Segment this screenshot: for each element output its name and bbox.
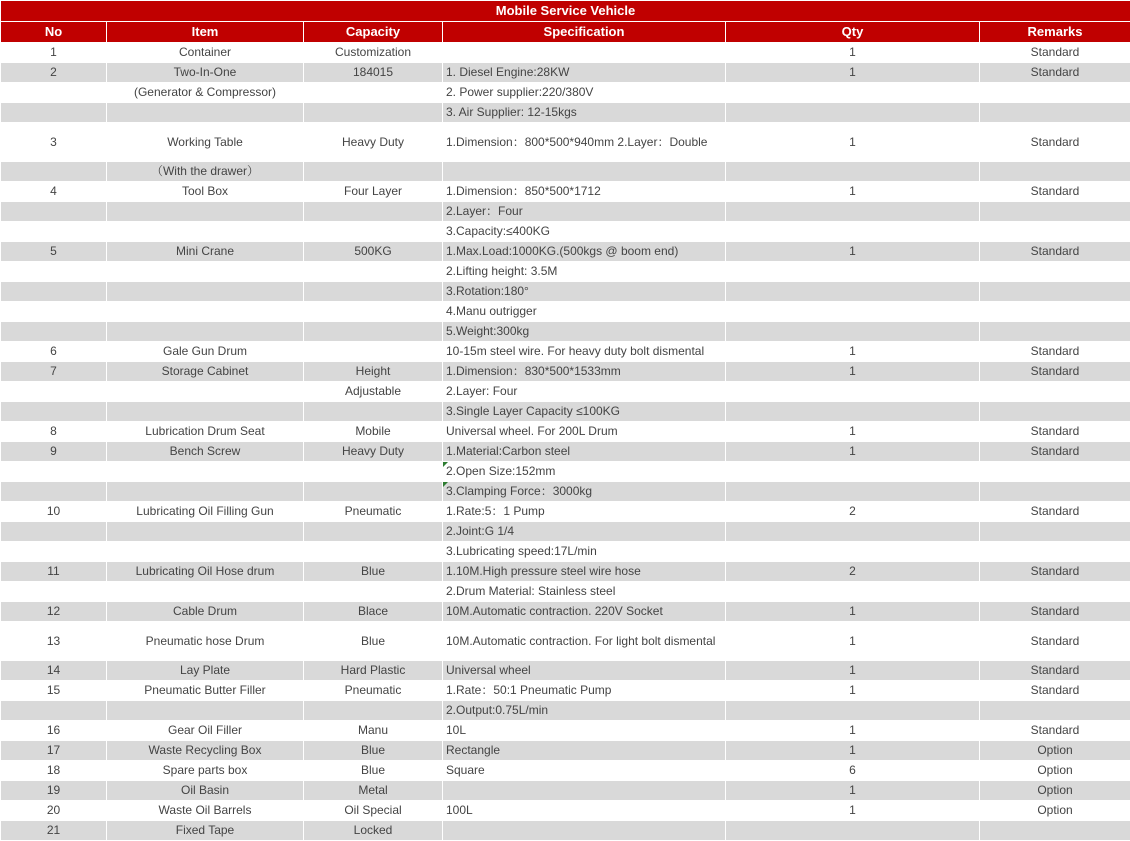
cell-remarks[interactable] <box>980 282 1130 302</box>
cell-remarks[interactable] <box>980 162 1130 182</box>
cell-remarks[interactable]: Standard <box>980 442 1130 462</box>
cell-remarks[interactable]: Option <box>980 761 1130 781</box>
cell-item[interactable]: Oil Basin <box>107 781 304 801</box>
cell-specification[interactable]: 1.Max.Load:1000KG.(500kgs @ boom end) <box>443 242 726 262</box>
cell-item[interactable] <box>107 222 304 242</box>
cell-capacity[interactable]: Blace <box>304 602 443 622</box>
cell-remarks[interactable] <box>980 103 1130 123</box>
cell-remarks[interactable] <box>980 262 1130 282</box>
cell-item[interactable]: Waste Recycling Box <box>107 741 304 761</box>
cell-capacity[interactable]: Hard Plastic <box>304 661 443 681</box>
header-no[interactable]: No <box>1 22 107 43</box>
cell-item[interactable] <box>107 522 304 542</box>
cell-specification[interactable]: Rectangle <box>443 741 726 761</box>
cell-capacity[interactable]: Blue <box>304 761 443 781</box>
cell-item[interactable]: Lay Plate <box>107 661 304 681</box>
cell-item[interactable]: Lubricating Oil Filling Gun <box>107 502 304 522</box>
cell-capacity[interactable] <box>304 103 443 123</box>
cell-item[interactable]: Tool Box <box>107 182 304 202</box>
cell-specification[interactable]: 1.Rate:5：1 Pump <box>443 502 726 522</box>
table-row <box>1 801 1130 821</box>
table-row <box>1 761 1130 781</box>
cell-no[interactable] <box>1 522 107 542</box>
cell-item[interactable]: Cable Drum <box>107 602 304 622</box>
cell-qty[interactable] <box>726 83 980 103</box>
cell-specification[interactable]: 1.Dimension：800*500*940mm 2.Layer：Double <box>443 123 726 162</box>
cell-specification[interactable]: 3.Rotation:180° <box>443 282 726 302</box>
cell-capacity[interactable] <box>304 522 443 542</box>
cell-no[interactable]: 1 <box>1 43 107 63</box>
table-row <box>1 63 1130 83</box>
cell-specification[interactable]: 1.Dimension：830*500*1533mm <box>443 362 726 382</box>
cell-qty[interactable]: 1 <box>726 801 980 821</box>
table-row <box>1 103 1130 123</box>
cell-specification[interactable]: 10-15m steel wire. For heavy duty bolt dismental <box>443 342 726 362</box>
cell-specification[interactable]: 100L <box>443 801 726 821</box>
cell-capacity[interactable] <box>304 262 443 282</box>
cell-remarks[interactable] <box>980 83 1130 103</box>
table-row <box>1 262 1130 282</box>
cell-qty[interactable] <box>726 462 980 482</box>
cell-capacity[interactable]: Heavy Duty <box>304 442 443 462</box>
cell-item[interactable]: Waste Oil Barrels <box>107 801 304 821</box>
cell-remarks[interactable] <box>980 322 1130 342</box>
cell-no[interactable]: 8 <box>1 422 107 442</box>
cell-qty[interactable] <box>726 382 980 402</box>
cell-qty[interactable] <box>726 222 980 242</box>
cell-no[interactable]: 10 <box>1 502 107 522</box>
table-row <box>1 162 1130 182</box>
table-body <box>1 43 1130 841</box>
cell-qty[interactable]: 1 <box>726 362 980 382</box>
cell-capacity[interactable]: Locked <box>304 821 443 841</box>
cell-no[interactable] <box>1 582 107 602</box>
cell-qty[interactable]: 6 <box>726 761 980 781</box>
cell-qty[interactable] <box>726 202 980 222</box>
cell-no[interactable] <box>1 542 107 562</box>
cell-capacity[interactable]: Pneumatic <box>304 502 443 522</box>
table-row <box>1 322 1130 342</box>
cell-capacity[interactable] <box>304 402 443 422</box>
cell-remarks[interactable]: Standard <box>980 562 1130 582</box>
cell-remarks[interactable]: Standard <box>980 362 1130 382</box>
cell-qty[interactable]: 1 <box>726 63 980 83</box>
table-row <box>1 342 1130 362</box>
header-specification[interactable]: Specification <box>443 22 726 43</box>
cell-specification[interactable]: 1.Material:Carbon steel <box>443 442 726 462</box>
cell-no[interactable] <box>1 262 107 282</box>
cell-no[interactable]: 4 <box>1 182 107 202</box>
cell-capacity[interactable] <box>304 701 443 721</box>
cell-remarks[interactable] <box>980 302 1130 322</box>
cell-remarks[interactable] <box>980 222 1130 242</box>
table-row <box>1 562 1130 582</box>
cell-item[interactable] <box>107 202 304 222</box>
cell-remarks[interactable] <box>980 582 1130 602</box>
cell-capacity[interactable] <box>304 482 443 502</box>
cell-item[interactable] <box>107 482 304 502</box>
cell-no[interactable] <box>1 222 107 242</box>
table-row <box>1 442 1130 462</box>
cell-item[interactable]: Lubrication Drum Seat <box>107 422 304 442</box>
cell-qty[interactable]: 1 <box>726 442 980 462</box>
cell-remarks[interactable]: Standard <box>980 622 1130 661</box>
cell-remarks[interactable]: Standard <box>980 43 1130 63</box>
cell-specification[interactable]: 3.Lubricating speed:17L/min <box>443 542 726 562</box>
cell-qty[interactable]: 1 <box>726 622 980 661</box>
table-row <box>1 302 1130 322</box>
header-remarks[interactable]: Remarks <box>980 22 1130 43</box>
cell-capacity[interactable]: Blue <box>304 622 443 661</box>
cell-qty[interactable]: 1 <box>726 721 980 741</box>
cell-capacity[interactable] <box>304 322 443 342</box>
cell-item[interactable]: Spare parts box <box>107 761 304 781</box>
cell-capacity[interactable]: Customization <box>304 43 443 63</box>
cell-item[interactable] <box>107 282 304 302</box>
table-row <box>1 741 1130 761</box>
cell-qty[interactable] <box>726 103 980 123</box>
cell-item[interactable] <box>107 582 304 602</box>
cell-capacity[interactable] <box>304 542 443 562</box>
cell-item[interactable] <box>107 462 304 482</box>
cell-remarks[interactable]: Option <box>980 801 1130 821</box>
cell-specification[interactable]: 3. Air Supplier: 12-15kgs <box>443 103 726 123</box>
cell-specification[interactable]: 3.Single Layer Capacity ≤100KG <box>443 402 726 422</box>
cell-qty[interactable] <box>726 402 980 422</box>
cell-no[interactable]: 18 <box>1 761 107 781</box>
cell-qty[interactable]: 1 <box>726 182 980 202</box>
cell-qty[interactable]: 1 <box>726 741 980 761</box>
cell-remarks[interactable] <box>980 482 1130 502</box>
cell-capacity[interactable]: Metal <box>304 781 443 801</box>
cell-capacity[interactable] <box>304 162 443 182</box>
cell-remarks[interactable]: Standard <box>980 721 1130 741</box>
table-row <box>1 661 1130 681</box>
cell-no[interactable]: 16 <box>1 721 107 741</box>
header-row <box>1 22 1130 43</box>
cell-specification[interactable]: 4.Manu outrigger <box>443 302 726 322</box>
cell-remarks[interactable]: Standard <box>980 242 1130 262</box>
cell-qty[interactable]: 1 <box>726 602 980 622</box>
cell-item[interactable]: Fixed Tape <box>107 821 304 841</box>
cell-item[interactable]: Pneumatic Butter Filler <box>107 681 304 701</box>
cell-remarks[interactable]: Standard <box>980 342 1130 362</box>
table-row <box>1 781 1130 801</box>
cell-no[interactable] <box>1 83 107 103</box>
table-row <box>1 582 1130 602</box>
cell-item[interactable]: Gear Oil Filler <box>107 721 304 741</box>
table-row <box>1 382 1130 402</box>
cell-qty[interactable]: 1 <box>726 661 980 681</box>
cell-specification[interactable]: 2.Drum Material: Stainless steel <box>443 582 726 602</box>
cell-capacity[interactable] <box>304 462 443 482</box>
cell-specification[interactable]: 1.Rate：50:1 Pneumatic Pump <box>443 681 726 701</box>
cell-specification[interactable]: 3.Capacity:≤400KG <box>443 222 726 242</box>
cell-capacity[interactable] <box>304 302 443 322</box>
cell-specification[interactable]: 2.Lifting height: 3.5M <box>443 262 726 282</box>
cell-remarks[interactable]: Standard <box>980 182 1130 202</box>
cell-no[interactable] <box>1 302 107 322</box>
cell-remarks[interactable] <box>980 202 1130 222</box>
cell-item[interactable] <box>107 382 304 402</box>
cell-qty[interactable]: 2 <box>726 502 980 522</box>
cell-qty[interactable]: 2 <box>726 562 980 582</box>
cell-specification[interactable]: 2.Layer：Four <box>443 202 726 222</box>
cell-capacity[interactable]: Four Layer <box>304 182 443 202</box>
cell-no[interactable]: 13 <box>1 622 107 661</box>
cell-no[interactable]: 3 <box>1 123 107 162</box>
cell-remarks[interactable] <box>980 462 1130 482</box>
cell-no[interactable]: 11 <box>1 562 107 582</box>
table-row <box>1 602 1130 622</box>
table-row <box>1 242 1130 262</box>
table-row <box>1 182 1130 202</box>
cell-no[interactable] <box>1 322 107 342</box>
title-row <box>1 1 1130 22</box>
cell-specification[interactable]: Universal wheel <box>443 661 726 681</box>
cell-no[interactable] <box>1 402 107 422</box>
cell-specification[interactable]: 10M.Automatic contraction. 220V Socket <box>443 602 726 622</box>
cell-qty[interactable]: 1 <box>726 781 980 801</box>
cell-qty[interactable] <box>726 542 980 562</box>
cell-qty[interactable] <box>726 262 980 282</box>
cell-remarks[interactable] <box>980 701 1130 721</box>
cell-capacity[interactable]: 184015 <box>304 63 443 83</box>
cell-item[interactable] <box>107 302 304 322</box>
cell-qty[interactable]: 1 <box>726 123 980 162</box>
cell-specification[interactable]: 10M.Automatic contraction. For light bolt dismental <box>443 622 726 661</box>
table-title[interactable]: Mobile Service Vehicle <box>1 1 1130 22</box>
cell-specification[interactable]: Universal wheel. For 200L Drum <box>443 422 726 442</box>
table-row <box>1 123 1130 162</box>
table-row <box>1 701 1130 721</box>
cell-capacity[interactable] <box>304 222 443 242</box>
cell-qty[interactable]: 1 <box>726 422 980 442</box>
table-row <box>1 43 1130 63</box>
cell-capacity[interactable]: Blue <box>304 741 443 761</box>
cell-specification[interactable] <box>443 162 726 182</box>
cell-no[interactable]: 19 <box>1 781 107 801</box>
cell-capacity[interactable]: Height <box>304 362 443 382</box>
cell-no[interactable] <box>1 462 107 482</box>
table-row <box>1 502 1130 522</box>
cell-item[interactable]: (Generator & Compressor) <box>107 83 304 103</box>
cell-no[interactable] <box>1 103 107 123</box>
cell-remarks[interactable]: Standard <box>980 502 1130 522</box>
cell-no[interactable] <box>1 202 107 222</box>
cell-item[interactable]: Lubricating Oil Hose drum <box>107 562 304 582</box>
cell-qty[interactable] <box>726 701 980 721</box>
cell-capacity[interactable] <box>304 202 443 222</box>
cell-item[interactable] <box>107 402 304 422</box>
table-row <box>1 721 1130 741</box>
cell-item[interactable]: Storage Cabinet <box>107 362 304 382</box>
cell-specification[interactable]: 1.Dimension：850*500*1712 <box>443 182 726 202</box>
cell-no[interactable] <box>1 282 107 302</box>
cell-no[interactable]: 6 <box>1 342 107 362</box>
cell-specification[interactable] <box>443 781 726 801</box>
cell-no[interactable]: 20 <box>1 801 107 821</box>
cell-capacity[interactable]: Heavy Duty <box>304 123 443 162</box>
cell-capacity[interactable] <box>304 282 443 302</box>
cell-remarks[interactable]: Option <box>980 781 1130 801</box>
cell-specification[interactable]: 2.Open Size:152mm <box>443 462 726 482</box>
cell-qty[interactable] <box>726 302 980 322</box>
cell-remarks[interactable] <box>980 542 1130 562</box>
table-row <box>1 83 1130 103</box>
table-row <box>1 422 1130 442</box>
cell-qty[interactable]: 1 <box>726 242 980 262</box>
cell-specification[interactable]: 2.Joint:G 1/4 <box>443 522 726 542</box>
cell-specification[interactable]: 2.Output:0.75L/min <box>443 701 726 721</box>
cell-capacity[interactable]: Oil Special <box>304 801 443 821</box>
table-row <box>1 482 1130 502</box>
cell-qty[interactable] <box>726 322 980 342</box>
cell-specification[interactable]: 1.10M.High pressure steel wire hose <box>443 562 726 582</box>
cell-no[interactable]: 21 <box>1 821 107 841</box>
table-row <box>1 362 1130 382</box>
cell-capacity[interactable]: Mobile <box>304 422 443 442</box>
cell-qty[interactable] <box>726 282 980 302</box>
cell-no[interactable]: 12 <box>1 602 107 622</box>
cell-no[interactable]: 9 <box>1 442 107 462</box>
cell-no[interactable]: 5 <box>1 242 107 262</box>
header-qty[interactable]: Qty <box>726 22 980 43</box>
cell-remarks[interactable]: Option <box>980 741 1130 761</box>
cell-item[interactable] <box>107 542 304 562</box>
cell-specification[interactable]: 1. Diesel Engine:28KW <box>443 63 726 83</box>
cell-specification[interactable]: 2. Power supplier:220/380V <box>443 83 726 103</box>
cell-item[interactable]: Working Table <box>107 123 304 162</box>
cell-capacity[interactable]: Blue <box>304 562 443 582</box>
cell-capacity[interactable]: Pneumatic <box>304 681 443 701</box>
cell-item[interactable] <box>107 262 304 282</box>
cell-specification[interactable]: 5.Weight:300kg <box>443 322 726 342</box>
cell-remarks[interactable]: Standard <box>980 63 1130 83</box>
cell-no[interactable] <box>1 701 107 721</box>
cell-item[interactable]: Pneumatic hose Drum <box>107 622 304 661</box>
cell-item[interactable]: Mini Crane <box>107 242 304 262</box>
table-row <box>1 202 1130 222</box>
cell-capacity[interactable]: Manu <box>304 721 443 741</box>
cell-no[interactable]: 7 <box>1 362 107 382</box>
cell-capacity[interactable] <box>304 342 443 362</box>
table-row <box>1 222 1130 242</box>
cell-remarks[interactable] <box>980 402 1130 422</box>
table-row <box>1 282 1130 302</box>
cell-item[interactable]: Gale Gun Drum <box>107 342 304 362</box>
cell-remarks[interactable] <box>980 522 1130 542</box>
cell-capacity[interactable] <box>304 83 443 103</box>
cell-qty[interactable]: 1 <box>726 342 980 362</box>
table-row <box>1 462 1130 482</box>
cell-specification[interactable]: Square <box>443 761 726 781</box>
cell-specification[interactable]: 3.Clamping Force：3000kg <box>443 482 726 502</box>
table-row <box>1 542 1130 562</box>
cell-specification[interactable]: 2.Layer: Four <box>443 382 726 402</box>
cell-qty[interactable] <box>726 482 980 502</box>
cell-item[interactable]: Container <box>107 43 304 63</box>
cell-no[interactable]: 14 <box>1 661 107 681</box>
table-row <box>1 622 1130 661</box>
cell-remarks[interactable] <box>980 382 1130 402</box>
cell-item[interactable] <box>107 322 304 342</box>
cell-item[interactable]: （With the drawer） <box>107 162 304 182</box>
cell-remarks[interactable]: Standard <box>980 123 1130 162</box>
cell-item[interactable] <box>107 701 304 721</box>
cell-qty[interactable]: 1 <box>726 681 980 701</box>
cell-capacity[interactable]: Adjustable <box>304 382 443 402</box>
cell-no[interactable] <box>1 162 107 182</box>
table-row <box>1 681 1130 701</box>
cell-no[interactable]: 15 <box>1 681 107 701</box>
cell-remarks[interactable]: Standard <box>980 602 1130 622</box>
cell-qty[interactable] <box>726 522 980 542</box>
cell-no[interactable] <box>1 482 107 502</box>
table-row <box>1 522 1130 542</box>
cell-specification[interactable] <box>443 43 726 63</box>
cell-remarks[interactable]: Standard <box>980 422 1130 442</box>
cell-no[interactable]: 2 <box>1 63 107 83</box>
table-row <box>1 402 1130 422</box>
cell-item[interactable]: Bench Screw <box>107 442 304 462</box>
cell-item[interactable] <box>107 103 304 123</box>
cell-item[interactable]: Two-In-One <box>107 63 304 83</box>
cell-qty[interactable] <box>726 162 980 182</box>
cell-no[interactable]: 17 <box>1 741 107 761</box>
cell-capacity[interactable] <box>304 582 443 602</box>
cell-capacity[interactable]: 500KG <box>304 242 443 262</box>
header-capacity[interactable]: Capacity <box>304 22 443 43</box>
header-item[interactable]: Item <box>107 22 304 43</box>
cell-remarks[interactable]: Standard <box>980 661 1130 681</box>
cell-remarks[interactable]: Standard <box>980 681 1130 701</box>
cell-qty[interactable] <box>726 582 980 602</box>
cell-specification[interactable]: 10L <box>443 721 726 741</box>
cell-qty[interactable]: 1 <box>726 43 980 63</box>
cell-no[interactable] <box>1 382 107 402</box>
